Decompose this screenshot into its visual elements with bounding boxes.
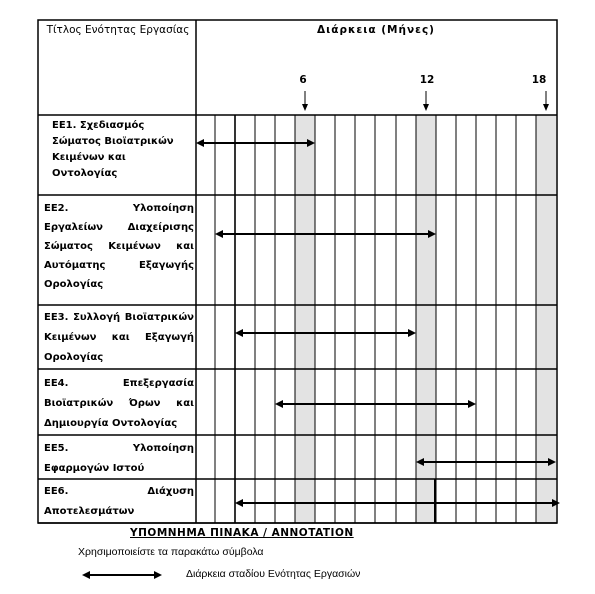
shaded-column-month-6	[295, 115, 315, 523]
month-marker-arrow-head	[543, 104, 549, 111]
legend-arrow-icon	[82, 568, 162, 582]
legend-instruction: Χρησιμοποιείστε τα παρακάτω σύμβολα	[78, 546, 264, 558]
task-ee1-label: ΕΕ1. Σχεδιασμός Σώματος Βιοϊατρικών Κειμένων και Οντολογίας	[52, 120, 174, 179]
duration-arrow-left-head	[215, 230, 223, 238]
month-marker-arrow-head	[302, 104, 308, 111]
task-ee5-label: ΕΕ5. Υλοποίηση Εφαρμογών Ιστού	[44, 443, 194, 474]
column-title-header: Τίτλος Ενότητας Εργασίας	[46, 24, 190, 36]
duration-arrow-right-head	[408, 329, 416, 337]
month-18-label: 18	[531, 74, 547, 86]
task-ee2-label: ΕΕ2. Υλοποίηση Εργαλείων Διαχείρισης Σώματος Κειμένων και Αυτόματης Εξαγωγής Ορολογίας	[44, 203, 194, 290]
duration-arrow-left-head	[275, 400, 283, 408]
duration-arrow-left-head	[196, 139, 204, 147]
task-ee3-label: ΕΕ3. Συλλογή Βιοϊατρικών Κειμένων και Εξαγωγή Ορολογίας	[44, 312, 194, 363]
task-ee4-label: ΕΕ4. Επεξεργασία Βιοϊατρικών Όρων και Δημιουργία Οντολογίας	[44, 378, 194, 429]
duration-header: Διάρκεια (Μήνες)	[317, 24, 435, 36]
legend-arrow-label: Διάρκεια σταδίου Ενότητας Εργασιών	[186, 568, 361, 580]
month-6-label: 6	[299, 74, 307, 86]
duration-arrow-left-head	[235, 329, 243, 337]
month-12-label: 12	[419, 74, 435, 86]
task-ee6-label: ΕΕ6. Διάχυση Αποτελεσμάτων	[44, 486, 194, 517]
month-marker-arrow-head	[423, 104, 429, 111]
legend-title: ΥΠΟΜΝΗΜΑ ΠΙΝΑΚΑ / ANNOTATION	[130, 527, 354, 539]
duration-arrow-right-head	[468, 400, 476, 408]
duration-arrow-left-head	[235, 499, 243, 507]
